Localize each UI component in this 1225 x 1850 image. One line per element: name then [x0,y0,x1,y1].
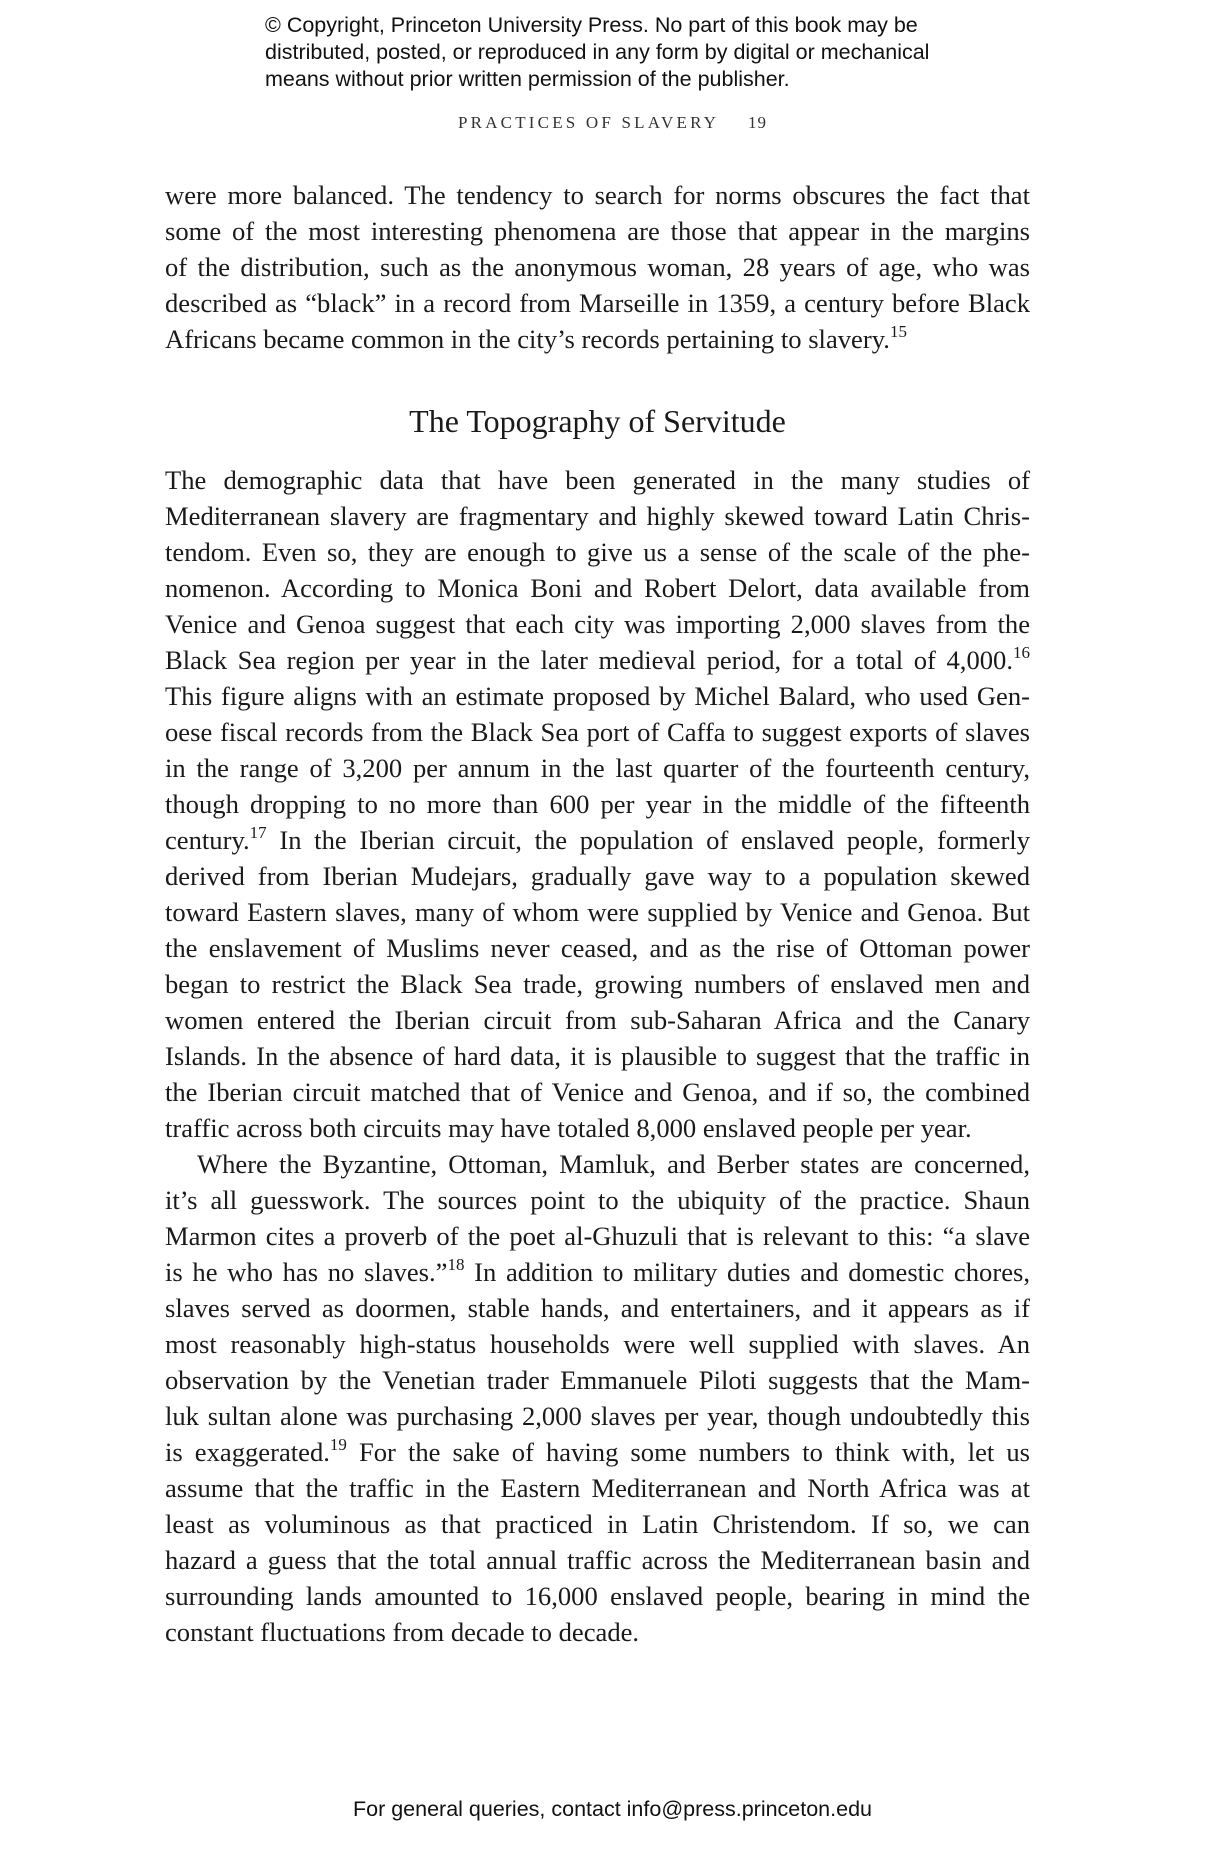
text-line: began to restrict the Black Sea trade, growing numbers of enslaved men and [165,969,1030,999]
text-line: the Iberian circuit matched that of Venice and Genoa, and if so, the combined [165,1077,1030,1107]
text-line: it’s all guesswork. The sources point to the ubiquity of the practice. Shaun [165,1185,1030,1215]
text-line: Mediterranean slavery are fragmentary and highly skewed toward Latin Chris- [165,501,1030,531]
text-line: tendom. Even so, they are enough to give us a sense of the scale of the phe- [165,537,1030,567]
section-heading: The Topography of Servitude [409,403,786,439]
text-line: toward Eastern slaves, many of whom were supplied by Venice and Genoa. But [165,897,1030,927]
text-line: luk sultan alone was purchasing 2,000 slaves per year, though undoubtedly this [165,1401,1030,1431]
text-fragment: Black Sea region per year in the later medieval period, for a total of 4,000. [165,645,1013,675]
text-line: derived from Iberian Mudejars, gradually gave way to a population skewed [165,861,1030,891]
text-fragment: is he who has no slaves.” [165,1257,448,1287]
text-line: surrounding lands amounted to 16,000 enslaved people, bearing in mind the [165,1581,1030,1611]
paragraph-guesswork [165,1146,1030,1650]
text-line: the enslavement of Muslims never ceased, and as the rise of Ottoman power [165,933,1030,963]
copyright-line: © Copyright, Princeton University Press. No part of this book may be [265,13,918,37]
page-number: 19 [747,113,767,132]
text-line: nomenon. According to Monica Boni and Robert Delort, data available from [165,573,1030,603]
copyright-notice [265,12,1025,93]
running-head-title: PRACTICES OF SLAVERY [458,113,719,132]
text-fragment: Africans became common in the city’s records pertaining to slavery. [165,324,890,354]
footnote-ref-17: 17 [249,823,267,842]
text-line: described as “black” in a record from Marseille in 1359, a century before Black [165,288,1030,318]
text-line: women entered the Iberian circuit from sub-Saharan Africa and the Canary [165,1005,1030,1035]
copyright-line: means without prior written permission of the publisher. [265,67,790,91]
text-line: though dropping to no more than 600 per year in the middle of the fifteenth [165,789,1030,819]
running-head [0,113,1225,133]
text-line [165,321,1030,357]
text-line [165,822,1030,858]
text-line: This figure aligns with an estimate proposed by Michel Balard, who used Gen- [165,681,1030,711]
text-line: hazard a guess that the total annual traffic across the Mediterranean basin and [165,1545,1030,1575]
text-line: traffic across both circuits may have totaled 8,000 enslaved people per year. [165,1113,972,1143]
text-line [165,1434,1030,1470]
text-fragment: For the sake of having some numbers to think with, let us [346,1437,1030,1467]
text-line [165,1254,1030,1290]
text-line: some of the most interesting phenomena are those that appear in the margins [165,216,1030,246]
text-line: slaves served as doormen, stable hands, and entertainers, and it appears as if [165,1293,1030,1323]
text-line: were more balanced. The tendency to search for norms obscures the fact that [165,180,1030,210]
paragraph-continued [165,177,1030,357]
text-line: Where the Byzantine, Ottoman, Mamluk, and Berber states are concerned, [197,1149,1030,1179]
footnote-ref-15: 15 [889,322,907,341]
text-line: of the distribution, such as the anonymous woman, 28 years of age, who was [165,252,1030,282]
text-line [165,642,1030,678]
text-fragment: is exaggerated. [165,1437,330,1467]
text-line: The demographic data that have been generated in the many studies of [165,465,1030,495]
text-line: assume that the traffic in the Eastern Mediterranean and North Africa was at [165,1473,1030,1503]
text-line: least as voluminous as that practiced in Latin Christendom. If so, we can [165,1509,1030,1539]
text-line: Venice and Genoa suggest that each city was importing 2,000 slaves from the [165,609,1030,639]
text-line: observation by the Venetian trader Emmanuele Piloti suggests that the Mam- [165,1365,1030,1395]
footer-contact: For general queries, contact info@press.princeton.edu [352,1797,872,1821]
text-fragment: In addition to military duties and domestic chores, [464,1257,1030,1287]
text-line: oese fiscal records from the Black Sea port of Caffa to suggest exports of slaves [165,717,1030,747]
text-line: in the range of 3,200 per annum in the last quarter of the fourteenth century, [165,753,1030,783]
text-line: constant fluctuations from decade to decade. [165,1617,640,1647]
footnote-ref-18: 18 [447,1255,465,1274]
text-fragment: century. [165,825,250,855]
copyright-line: distributed, posted, or reproduced in any form by digital or mechanical [265,40,930,64]
text-line: Islands. In the absence of hard data, it is plausible to suggest that the traffic in [165,1041,1030,1071]
paragraph-demographic-data [165,462,1030,1146]
text-fragment: In the Iberian circuit, the population of enslaved people, formerly [266,825,1030,855]
footnote-ref-16: 16 [1013,643,1030,662]
text-line: Marmon cites a proverb of the poet al-Ghuzuli that is relevant to this: “a slave [165,1221,1030,1251]
text-line: most reasonably high-status households were well supplied with slaves. An [165,1329,1030,1359]
footnote-ref-19: 19 [329,1435,347,1454]
